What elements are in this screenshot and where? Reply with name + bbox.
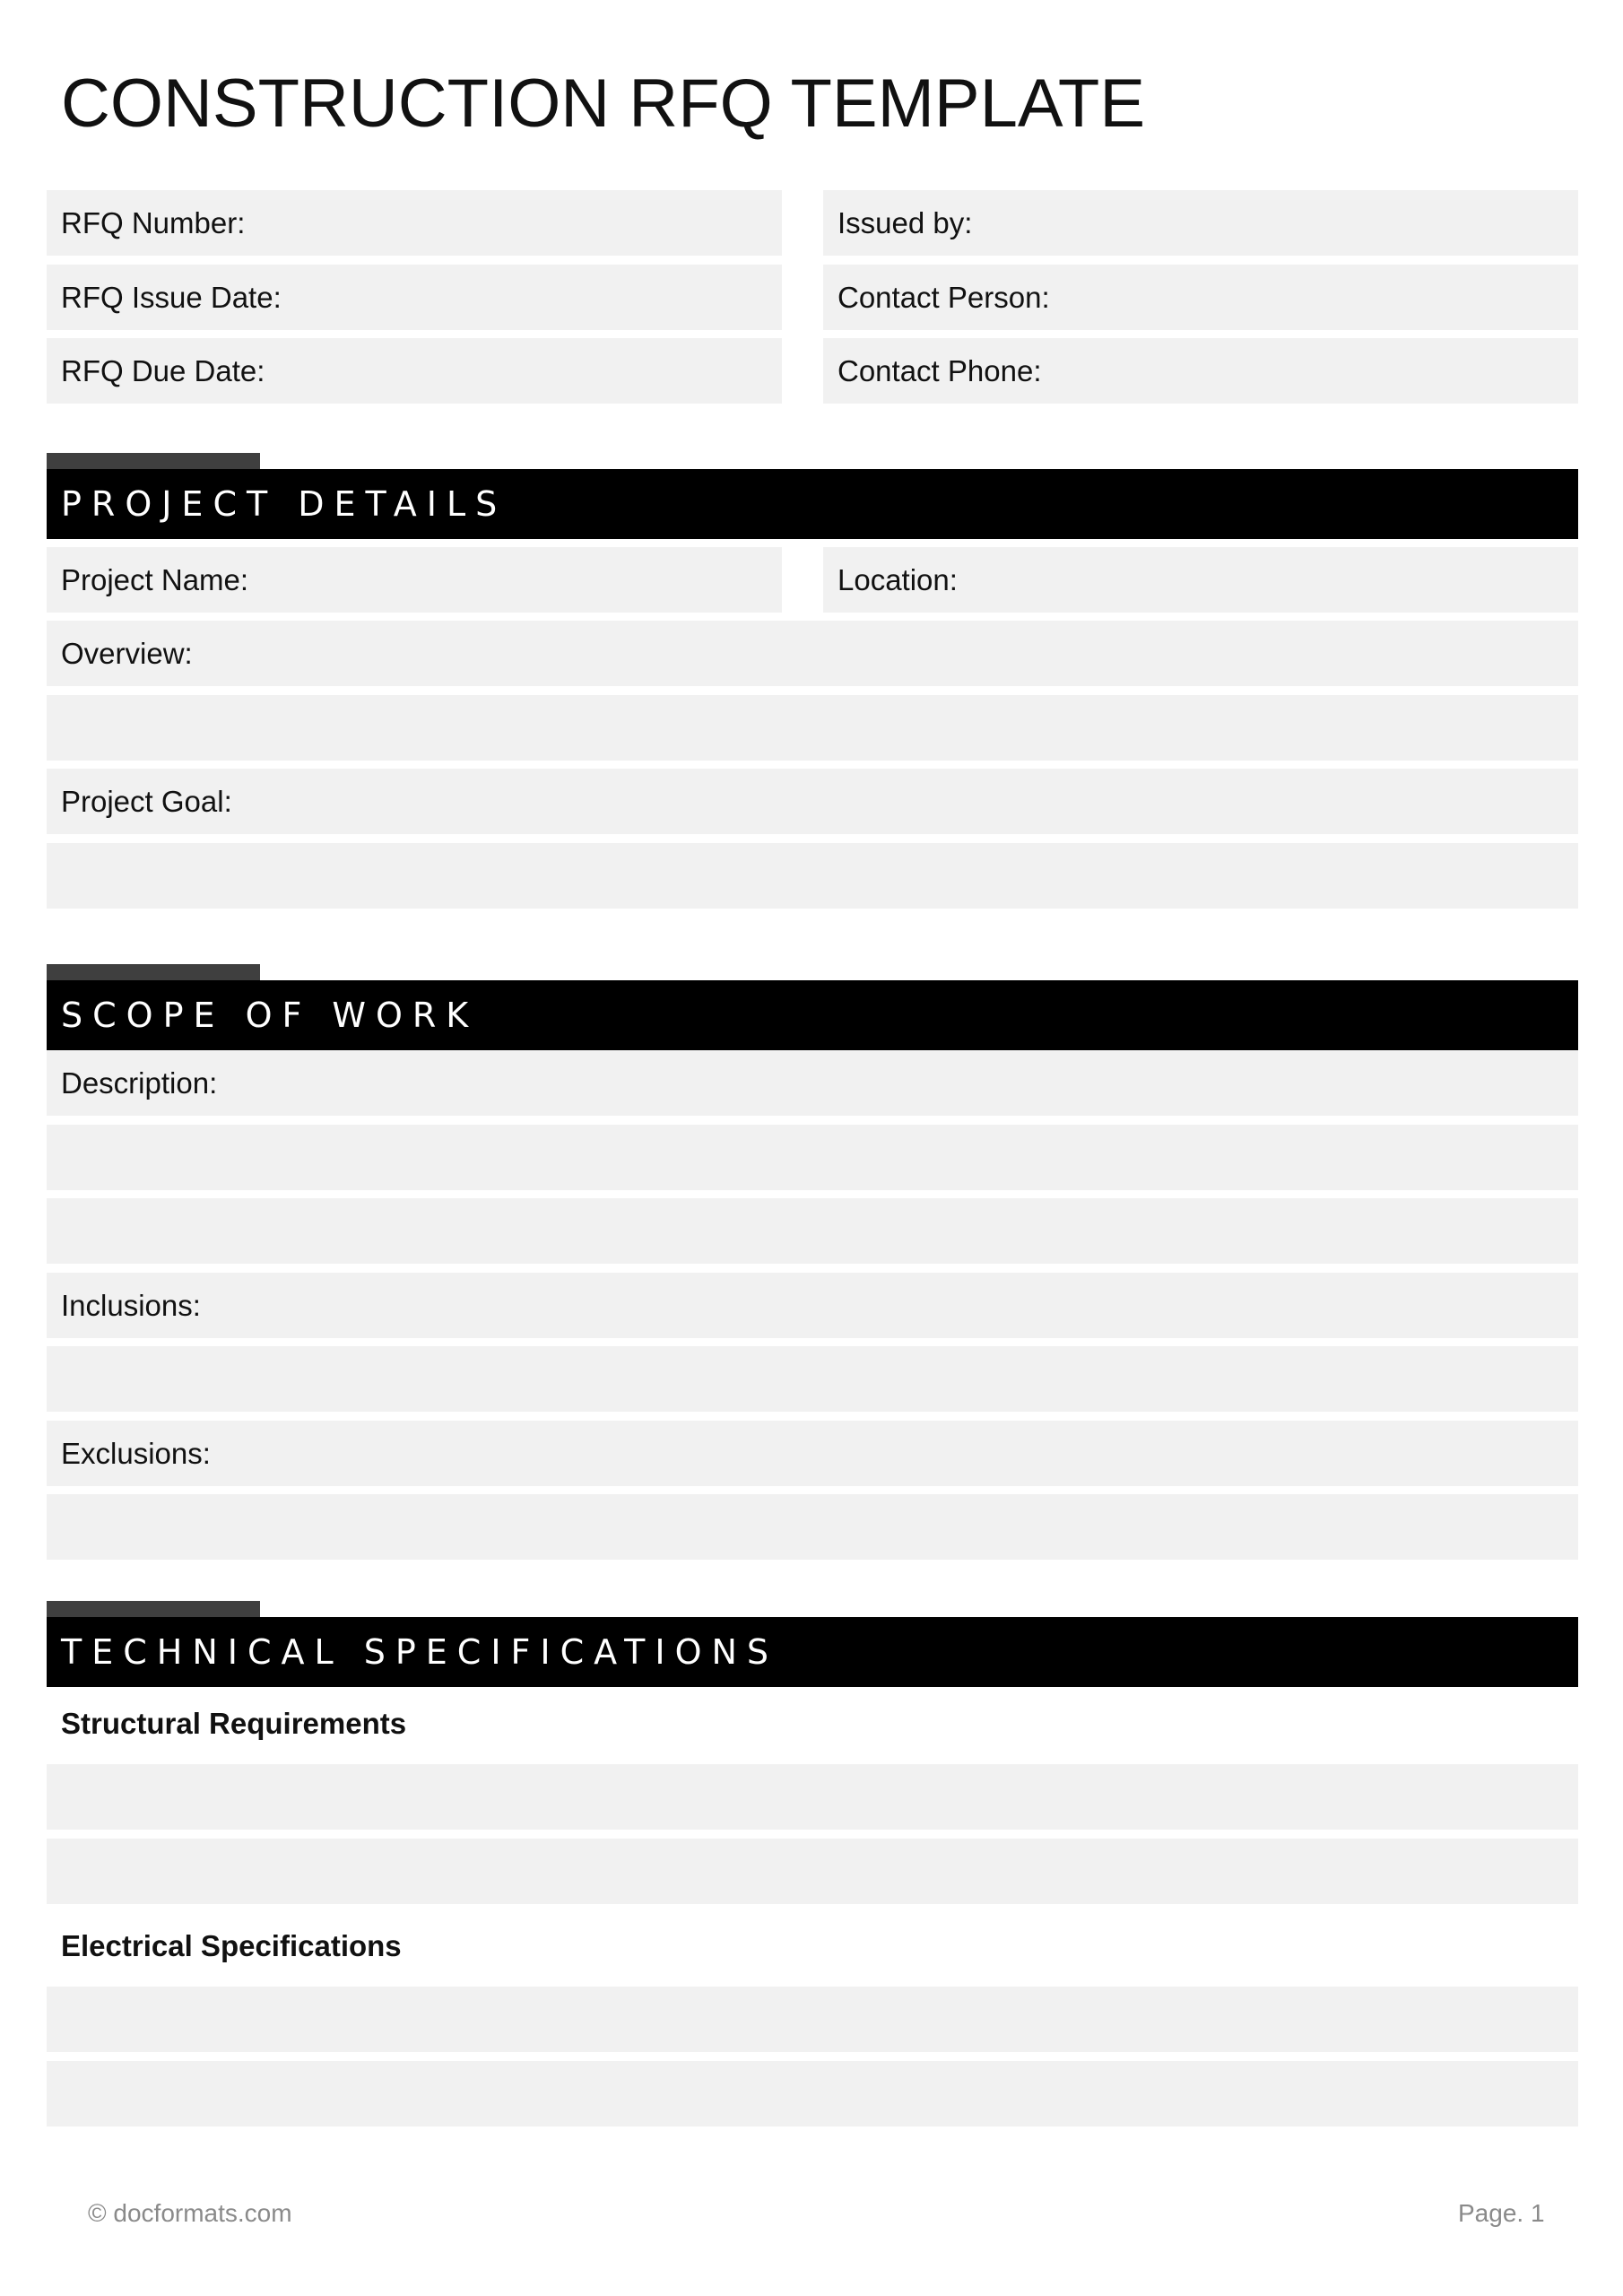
project-goal-field[interactable] (47, 769, 1578, 834)
project-name-field[interactable] (47, 547, 782, 613)
structural-requirements-heading: Structural Requirements (61, 1707, 407, 1740)
location-label: Location: (838, 562, 958, 596)
electrical-blank-line-1[interactable] (47, 1987, 1578, 2052)
description-blank-line-1[interactable] (47, 1125, 1578, 1190)
exclusions-field[interactable] (47, 1421, 1578, 1486)
technical-specs-tab (47, 1601, 260, 1617)
project-details-heading-text: PROJECT DETAILS (61, 484, 508, 524)
project-goal-blank-line[interactable] (47, 843, 1578, 909)
rfq-number-field[interactable] (47, 190, 782, 256)
description-field[interactable] (47, 1050, 1578, 1116)
electrical-specifications-heading: Electrical Specifications (61, 1929, 402, 1962)
location-field[interactable] (823, 547, 1578, 613)
technical-specs-heading (47, 1617, 1578, 1687)
structural-blank-line-1[interactable] (47, 1764, 1578, 1830)
overview-field[interactable] (47, 621, 1578, 686)
rfq-issue-date-field[interactable] (47, 265, 782, 330)
overview-label: Overview: (61, 636, 193, 670)
exclusions-label: Exclusions: (61, 1436, 211, 1470)
description-blank-line-2[interactable] (47, 1198, 1578, 1264)
page-title: CONSTRUCTION RFQ TEMPLATE (61, 65, 1146, 142)
contact-person-label: Contact Person: (838, 280, 1050, 314)
issued-by-label: Issued by: (838, 205, 973, 239)
project-name-label: Project Name: (61, 562, 249, 596)
scope-of-work-heading-text: SCOPE OF WORK (61, 996, 479, 1035)
scope-of-work-heading (47, 980, 1578, 1050)
rfq-due-date-label: RFQ Due Date: (61, 353, 265, 387)
rfq-number-label: RFQ Number: (61, 205, 246, 239)
contact-phone-field[interactable] (823, 338, 1578, 404)
technical-specs-heading-text: TECHNICAL SPECIFICATIONS (61, 1632, 779, 1672)
structural-blank-line-2[interactable] (47, 1839, 1578, 1904)
inclusions-field[interactable] (47, 1273, 1578, 1338)
overview-blank-line[interactable] (47, 695, 1578, 761)
footer-page-number: Page. 1 (1458, 2199, 1545, 2227)
inclusions-blank-line[interactable] (47, 1346, 1578, 1412)
footer-copyright: © docformats.com (88, 2199, 292, 2227)
project-details-heading (47, 469, 1578, 539)
exclusions-blank-line[interactable] (47, 1494, 1578, 1560)
rfq-issue-date-label: RFQ Issue Date: (61, 280, 282, 314)
project-goal-label: Project Goal: (61, 784, 232, 818)
contact-phone-label: Contact Phone: (838, 353, 1042, 387)
description-label: Description: (61, 1065, 218, 1100)
project-details-tab (47, 453, 260, 469)
inclusions-label: Inclusions: (61, 1288, 201, 1322)
rfq-due-date-field[interactable] (47, 338, 782, 404)
electrical-blank-line-2[interactable] (47, 2061, 1578, 2126)
scope-of-work-tab (47, 964, 260, 980)
contact-person-field[interactable] (823, 265, 1578, 330)
issued-by-field[interactable] (823, 190, 1578, 256)
